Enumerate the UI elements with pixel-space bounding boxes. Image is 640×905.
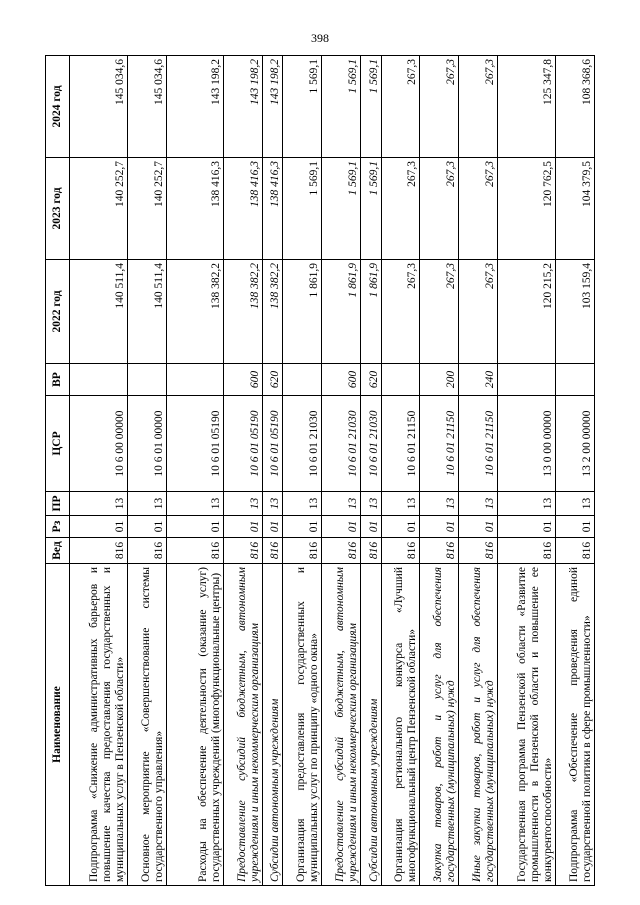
table-cell: 267,3 bbox=[381, 260, 420, 364]
table-cell: 816 bbox=[361, 538, 381, 564]
table-cell: 125 347,8 bbox=[498, 56, 556, 158]
table-cell: 240 bbox=[459, 364, 498, 396]
table-cell: 145 034,6 bbox=[70, 56, 128, 158]
page-number: 398 bbox=[311, 31, 329, 45]
table-row bbox=[381, 56, 420, 886]
header-cell: Рз bbox=[46, 516, 70, 538]
table-cell: Субсидии автономным учреждениям bbox=[263, 564, 283, 886]
table-cell: 13 bbox=[498, 492, 556, 516]
rotated-table-container bbox=[45, 56, 595, 886]
table-cell: 01 bbox=[556, 516, 595, 538]
table-cell: Подпрограмма «Снижение административных барьеров и повышение качества предоставления государственных и муниципальных услуг в Пензенской области» bbox=[70, 564, 128, 886]
table-cell: 10 6 00 00000 bbox=[70, 396, 128, 492]
table-cell: 13 bbox=[224, 492, 263, 516]
table-cell: 01 bbox=[459, 516, 498, 538]
header-cell: 2024 год bbox=[46, 56, 70, 158]
header-cell: Вед bbox=[46, 538, 70, 564]
header-cell: ПР bbox=[46, 492, 70, 516]
table-cell: 200 bbox=[420, 364, 459, 396]
header-cell: ЦСР bbox=[46, 396, 70, 492]
table-cell: 01 bbox=[420, 516, 459, 538]
table-cell: 10 6 01 05190 bbox=[263, 396, 283, 492]
table-cell: 01 bbox=[498, 516, 556, 538]
table-cell bbox=[381, 364, 420, 396]
table-cell: 01 bbox=[283, 516, 322, 538]
table-cell: 143 198,2 bbox=[224, 56, 263, 158]
table-cell: 267,3 bbox=[420, 56, 459, 158]
table-row bbox=[70, 56, 128, 886]
table-cell: Подпрограмма «Обеспечение проведения единой государственной политики в сфере промышленности» bbox=[556, 564, 595, 886]
table-cell: 138 382,2 bbox=[224, 260, 263, 364]
table-cell: 104 379,5 bbox=[556, 158, 595, 260]
table-cell bbox=[127, 364, 166, 396]
table-cell: 816 bbox=[224, 538, 263, 564]
table-row bbox=[127, 56, 166, 886]
table-cell: 816 bbox=[70, 538, 128, 564]
table-row bbox=[322, 56, 361, 886]
table-cell: 1 569,1 bbox=[361, 56, 381, 158]
table-cell: 13 bbox=[322, 492, 361, 516]
table-cell: Основное мероприятие «Совершенствование системы государственного управления» bbox=[127, 564, 166, 886]
table-cell: 816 bbox=[420, 538, 459, 564]
table-cell: 01 bbox=[361, 516, 381, 538]
table-cell: 138 416,3 bbox=[263, 158, 283, 260]
table-cell: 13 0 00 00000 bbox=[498, 396, 556, 492]
table-cell: 600 bbox=[224, 364, 263, 396]
table-cell: 13 bbox=[361, 492, 381, 516]
table-cell bbox=[166, 364, 224, 396]
table-cell: 103 159,4 bbox=[556, 260, 595, 364]
table-cell: 138 416,3 bbox=[224, 158, 263, 260]
table-cell: 816 bbox=[127, 538, 166, 564]
table-cell: 816 bbox=[166, 538, 224, 564]
table-cell bbox=[556, 364, 595, 396]
table-cell: 816 bbox=[459, 538, 498, 564]
table-cell: 10 6 01 05190 bbox=[166, 396, 224, 492]
table-cell: 620 bbox=[263, 364, 283, 396]
table-cell: Субсидии автономным учреждениям bbox=[361, 564, 381, 886]
table-cell: 13 bbox=[283, 492, 322, 516]
table-cell: Организация регионального конкурса «Лучший многофункциональный центр Пензенской области» bbox=[381, 564, 420, 886]
table-cell: 1 569,1 bbox=[283, 158, 322, 260]
table-row bbox=[420, 56, 459, 886]
table-cell: 01 bbox=[127, 516, 166, 538]
table-cell: 143 198,2 bbox=[263, 56, 283, 158]
table-cell: 01 bbox=[322, 516, 361, 538]
table-cell: 138 382,2 bbox=[166, 260, 224, 364]
table-cell: 140 252,7 bbox=[127, 158, 166, 260]
table-row bbox=[166, 56, 224, 886]
table-cell: 1 569,1 bbox=[322, 56, 361, 158]
header-cell: 2023 год bbox=[46, 158, 70, 260]
table-cell: 600 bbox=[322, 364, 361, 396]
table-cell: 10 6 01 21030 bbox=[283, 396, 322, 492]
table-cell: 267,3 bbox=[381, 56, 420, 158]
table-cell: Закупка товаров, работ и услуг для обеспечения государственных (муниципальных) нужд bbox=[420, 564, 459, 886]
table-cell: 816 bbox=[556, 538, 595, 564]
table-cell: Предоставление субсидий бюджетным, автономным учреждениям и иным некоммерческим организациям bbox=[224, 564, 263, 886]
table-cell: 120 762,5 bbox=[498, 158, 556, 260]
table-cell: 138 416,3 bbox=[166, 158, 224, 260]
header-cell: Наименование bbox=[46, 564, 70, 886]
table-cell: 267,3 bbox=[459, 158, 498, 260]
table-body bbox=[70, 56, 595, 886]
table-cell: 1 569,1 bbox=[322, 158, 361, 260]
table-cell: 13 bbox=[263, 492, 283, 516]
table-cell: 620 bbox=[361, 364, 381, 396]
header-cell: ВР bbox=[46, 364, 70, 396]
table-cell: 01 bbox=[263, 516, 283, 538]
table-cell: 13 2 00 00000 bbox=[556, 396, 595, 492]
table-cell: 13 bbox=[127, 492, 166, 516]
table-cell: Расходы на обеспечение деятельности (оказание услуг) государственных учреждений (многофункциональные центры) bbox=[166, 564, 224, 886]
table-cell: 267,3 bbox=[459, 260, 498, 364]
table-cell: 10 6 01 21150 bbox=[459, 396, 498, 492]
table-cell: 1 569,1 bbox=[361, 158, 381, 260]
header-row bbox=[46, 56, 70, 886]
table-row bbox=[498, 56, 556, 886]
table-cell: 267,3 bbox=[381, 158, 420, 260]
table-cell: 10 6 01 21030 bbox=[361, 396, 381, 492]
table-cell: 138 382,2 bbox=[263, 260, 283, 364]
table-cell: Организация предоставления государственных и муниципальных услуг по принципу «одного окна» bbox=[283, 564, 322, 886]
table-cell bbox=[283, 364, 322, 396]
table-cell: 816 bbox=[283, 538, 322, 564]
table-cell: 10 6 01 05190 bbox=[224, 396, 263, 492]
table-cell: 10 6 01 21030 bbox=[322, 396, 361, 492]
table-cell: 1 569,1 bbox=[283, 56, 322, 158]
table-cell: 145 034,6 bbox=[127, 56, 166, 158]
table-cell: 267,3 bbox=[420, 158, 459, 260]
table-cell: 1 861,9 bbox=[361, 260, 381, 364]
table-cell: 108 368,6 bbox=[556, 56, 595, 158]
table-cell: 816 bbox=[381, 538, 420, 564]
table-cell: 13 bbox=[556, 492, 595, 516]
table-cell: 13 bbox=[70, 492, 128, 516]
table-cell: 01 bbox=[224, 516, 263, 538]
table-cell: 816 bbox=[263, 538, 283, 564]
table-cell: 01 bbox=[70, 516, 128, 538]
table-cell: 1 861,9 bbox=[283, 260, 322, 364]
table-cell: Государственная программа Пензенской области «Развитие промышленности в Пензенской области и повышение ее конкурентоспособности» bbox=[498, 564, 556, 886]
table-cell: 267,3 bbox=[420, 260, 459, 364]
table-cell: 10 6 01 00000 bbox=[127, 396, 166, 492]
table-cell: Предоставление субсидий бюджетным, автономным учреждениям и иным некоммерческим организациям bbox=[322, 564, 361, 886]
table-cell: 816 bbox=[322, 538, 361, 564]
table-cell: 10 6 01 21150 bbox=[381, 396, 420, 492]
table-cell: 01 bbox=[166, 516, 224, 538]
table-cell bbox=[70, 364, 128, 396]
table-cell: 140 511,4 bbox=[127, 260, 166, 364]
table-row bbox=[459, 56, 498, 886]
table-cell: 13 bbox=[381, 492, 420, 516]
budget-table bbox=[45, 55, 595, 886]
table-cell: 143 198,2 bbox=[166, 56, 224, 158]
table-cell: 13 bbox=[420, 492, 459, 516]
table-cell: 01 bbox=[381, 516, 420, 538]
table-row bbox=[224, 56, 263, 886]
table-cell: 816 bbox=[498, 538, 556, 564]
table-row bbox=[556, 56, 595, 886]
table-cell: 13 bbox=[166, 492, 224, 516]
table-cell: Иные закупки товаров, работ и услуг для обеспечения государственных (муниципальных) нужд bbox=[459, 564, 498, 886]
table-cell: 10 6 01 21150 bbox=[420, 396, 459, 492]
table-cell: 1 861,9 bbox=[322, 260, 361, 364]
table-cell: 140 511,4 bbox=[70, 260, 128, 364]
table-cell bbox=[498, 364, 556, 396]
table-cell: 267,3 bbox=[459, 56, 498, 158]
header-cell: 2022 год bbox=[46, 260, 70, 364]
table-row bbox=[361, 56, 381, 886]
table-cell: 13 bbox=[459, 492, 498, 516]
table-cell: 140 252,7 bbox=[70, 158, 128, 260]
table-row bbox=[283, 56, 322, 886]
table-row bbox=[263, 56, 283, 886]
table-cell: 120 215,2 bbox=[498, 260, 556, 364]
